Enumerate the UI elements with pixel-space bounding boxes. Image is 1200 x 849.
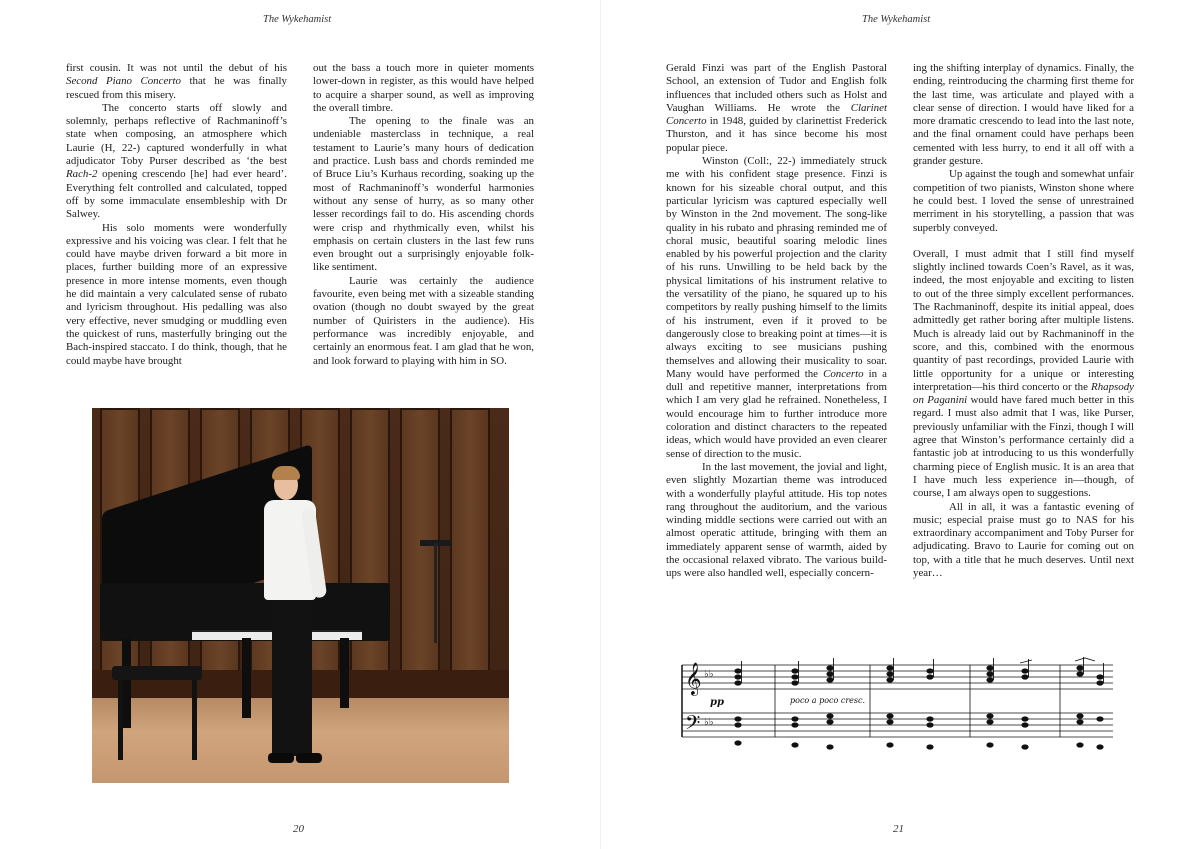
paragraph: Gerald Finzi was part of the English Pastoral School, an extension of Tudor and English folk influences that included others such as Holst and Vaughan Williams. He wrote the Clarinet Concerto in 1948, guided by clarinettist Frederick Thurston, and it has since become his most popular piece. xyxy=(666,62,887,154)
paragraph: In the last movement, the jovial and light, even slightly Mozartian theme was introduced with a wonderfully playful attitude. His top notes rang throughout the auditorium, and the various winding middle sections were carried out with an almost operatic attitude, bringing with them an immediately apparent sense of warmth, aided by the occasional relaxed vibrato. The various build-ups were also handled well, especially concern- xyxy=(666,460,887,580)
svg-text:♭♭: ♭♭ xyxy=(704,717,714,728)
paragraph: All in all, it was a fantastic evening of music; especial praise must go to NAS for his extraordinary accompaniment and Toby Purser for adjudicating. Bravo to Laurie for coming out on top, with a title that he much deserves. Until next year… xyxy=(913,500,1134,579)
paragraph: The concerto starts off slowly and solemnly, perhaps reflective of Rachmaninoff’s state when composing, an atmosphere which Laurie (H, 22-) captured wonderfully in what adjudicator Toby Purser described as ‘the best Rach-2 opening crescendo [he] had ever heard’. Everything felt controlled and calculated, topped off by some immaculate ensembleship with Dr Salwey. xyxy=(66,101,287,221)
score-expression: poco a poco cresc. xyxy=(790,696,866,705)
left-column-1 xyxy=(66,62,287,368)
music-score-excerpt xyxy=(680,655,1115,755)
paragraph: out the bass a touch more in quieter moments lower-down in register, as this would have helped to acquire a sharper sound, as well as improving the overall timbre. xyxy=(313,62,534,114)
piano-bench xyxy=(112,666,202,680)
page-number-right: 21 xyxy=(893,823,904,835)
running-head-left: The Wykehamist xyxy=(263,14,332,25)
page-gutter xyxy=(600,0,601,849)
paragraph: first cousin. It was not until the debut of his Second Piano Concerto that he was finally rescued from this misery. xyxy=(66,62,287,101)
svg-text:𝄞: 𝄞 xyxy=(685,662,702,695)
paragraph: ing the shifting interplay of dynamics. Finally, the ending, reintroducing the charming first theme for the last time, was articulate and played with a clear sense of direction. I would have liked for a more dramatic crescendo to lead into the last note, and the final ornament could have perhaps been cemented with less hurry, to end it all off with a grander gesture. xyxy=(913,62,1134,168)
left-column-2 xyxy=(313,62,534,368)
running-head-right: The Wykehamist xyxy=(862,14,931,25)
paragraph: Up against the tough and somewhat unfair competition of two pianists, Winston shone where he could best. I loved the sense of unrestrained merriment in his storytelling, a passion that was superbly conveyed. xyxy=(913,168,1134,234)
score-dynamic: pp xyxy=(710,697,724,708)
pianist-photo xyxy=(92,408,509,783)
paragraph: Winston (Coll:, 22-) immediately struck me with his confident stage presence. Finzi is known for his sizeable choral output, and this particular lyricism was captured especially well by Winston in the 2nd movement. The song-like quality in his rubato and phrasing reminded me of choral music, beautiful soaring melodic lines enabled by his powerful projection and the clarity of his runs. Unwilling to be held back by the physical limitations of his instrument relative to the versatility of the piano, he squared up to his competitors by really pushing himself to the limits of his instrument, even if it proved to be dangerously close to breaking point at times—it is always exciting to see musicians pushing themselves and allowing their musicality to soar. Many would have performed the Concerto in a dull and repetitive manner, interpretations from which I am very glad he refrained. Nonetheless, I would encourage him to further introduce more coloration and distinct characters to the repeated ideas, which would have provided an even clearer sense of direction to the music. xyxy=(666,155,887,460)
right-column-2 xyxy=(913,62,1134,580)
svg-text:𝄢: 𝄢 xyxy=(685,711,701,739)
right-column-1 xyxy=(666,62,887,581)
paragraph: The opening to the finale was an undeniable masterclass in technique, a real testament to Laurie’s many hours of dedication and practice. Lush bass and chords reminded me of Bruce Liu’s Kurhaus recording, soaking up the most of Rachmaninoff’s wonderful harmonies without any sense of hurry, as so many other lesser recordings fail to do. His ascending chords were crisp and rhythmically even, whilst his emphasis on certain clusters in the last few runs even brought out a surprisingly enjoyable folk-like sentiment. xyxy=(313,115,534,274)
svg-text:♭♭: ♭♭ xyxy=(704,669,714,680)
paragraph: Laurie was certainly the audience favourite, even being met with a sizeable standing ovation (though no doubt swayed by the great number of Quiristers in the audience). His performance was incredibly enjoyable, and certainly an enormous feat. I am glad that he won, and look forward to playing with him in SO. xyxy=(313,274,534,367)
paragraph: Overall, I must admit that I still find myself slightly inclined towards Coen’s Ravel, as it was, indeed, the most enjoyable and exciting to listen to out of the three simply excellent performances. The Rachmaninoff, despite its initial appeal, does admittedly get rather boring after multiple listens. Much is already laid out by Rachmaninoff in the score, and this, combined with the enormous quantity of past recordings, provided Laurie with little opportunity for a unique or interesting interpretation—his third concerto or the Rhapsody on Paganini would have fared much better in this regard. I must also admit that I was, like Purser, previously unfamiliar with the Finzi, though I will agree that Winston’s performance certainly did a fantastic job at introducing to us this wonderfully charming piece of English music. It is an area that I have much less experience in—though, of course, I am always open to suggestions. xyxy=(913,247,1135,500)
paragraph: His solo moments were wonderfully expressive and his voicing was clear. I felt that he could have maybe driven forward a bit more in places, further building more of an expressive presence in more intense moments, even though he did maintain a very calculated sense of rubato and lyricism throughout. His pedalling was also very effective, never smudging or muddling even the quickest of runs, masterfully bringing out the Bach-inspired staccato. I do think, though, that he could maybe have brought xyxy=(66,221,287,367)
page-number-left: 20 xyxy=(293,823,304,835)
